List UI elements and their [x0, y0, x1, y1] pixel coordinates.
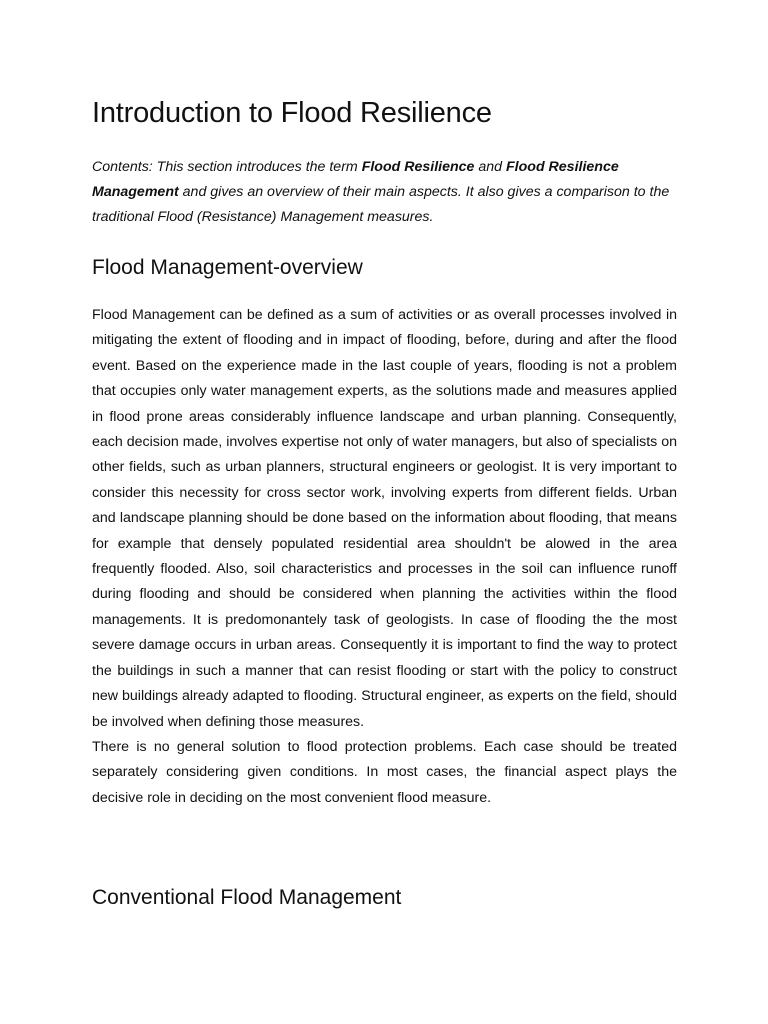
contents-suffix: and gives an overview of their main aspects. It also gives a comparison to the traditional Flood (Resistance) Management measures. — [92, 184, 670, 225]
paragraph: There is no general solution to flood protection problems. Each case should be treated separately considering given conditions. In most cases, the financial aspect plays the decisive role in deciding on the most convenient flood measure. — [92, 738, 677, 806]
contents-prefix: Contents: This section introduces the term — [92, 159, 362, 175]
contents-summary — [92, 155, 682, 230]
contents-mid: and — [474, 159, 506, 175]
contents-term-flood-resilience-management: Flood Resilience Management — [92, 159, 619, 200]
page-title: Introduction to Flood Resilience — [92, 97, 492, 129]
section-heading-conventional: Conventional Flood Management — [92, 886, 402, 909]
section-heading-overview: Flood Management-overview — [92, 256, 363, 279]
paragraph: Flood Management can be defined as a sum of activities or as overall processes involved in mitigating the extent of flooding and in impact of flooding, before, during and after the flood event. Based on the experience made in the last couple of years, flooding is not a problem that occupies only water management experts, as the solutions made and measures applied in flood prone areas considerably influence landscape and urban planning. Consequently, each decision made, involves expertise not only of water managers, but also of specialists on other fields, such as urban planners, structural engineers or geologist. It is very important to consider this necessity for cross sector work, involving experts from different fields. Urban and landscape planning should be done based on the information about flooding, that means for example that densely populated residential area shouldn't be alowed in the area frequently flooded. Also, soil characteristics and processes in the soil can influence runoff during flooding and should be considered when planning the activities within the flood managements. It is predomonantely task of geologists. In case of flooding the the most severe damage occurs in urban areas. Consequently it is important to find the way to protect the buildings in such a manner that can resist flooding or start with the policy to construct new buildings already adapted to flooding. Structural engineer, as experts on the field, should be involved when defining those measures. — [92, 307, 677, 730]
section-body-overview — [92, 303, 677, 811]
contents-term-flood-resilience: Flood Resilience — [361, 159, 475, 175]
